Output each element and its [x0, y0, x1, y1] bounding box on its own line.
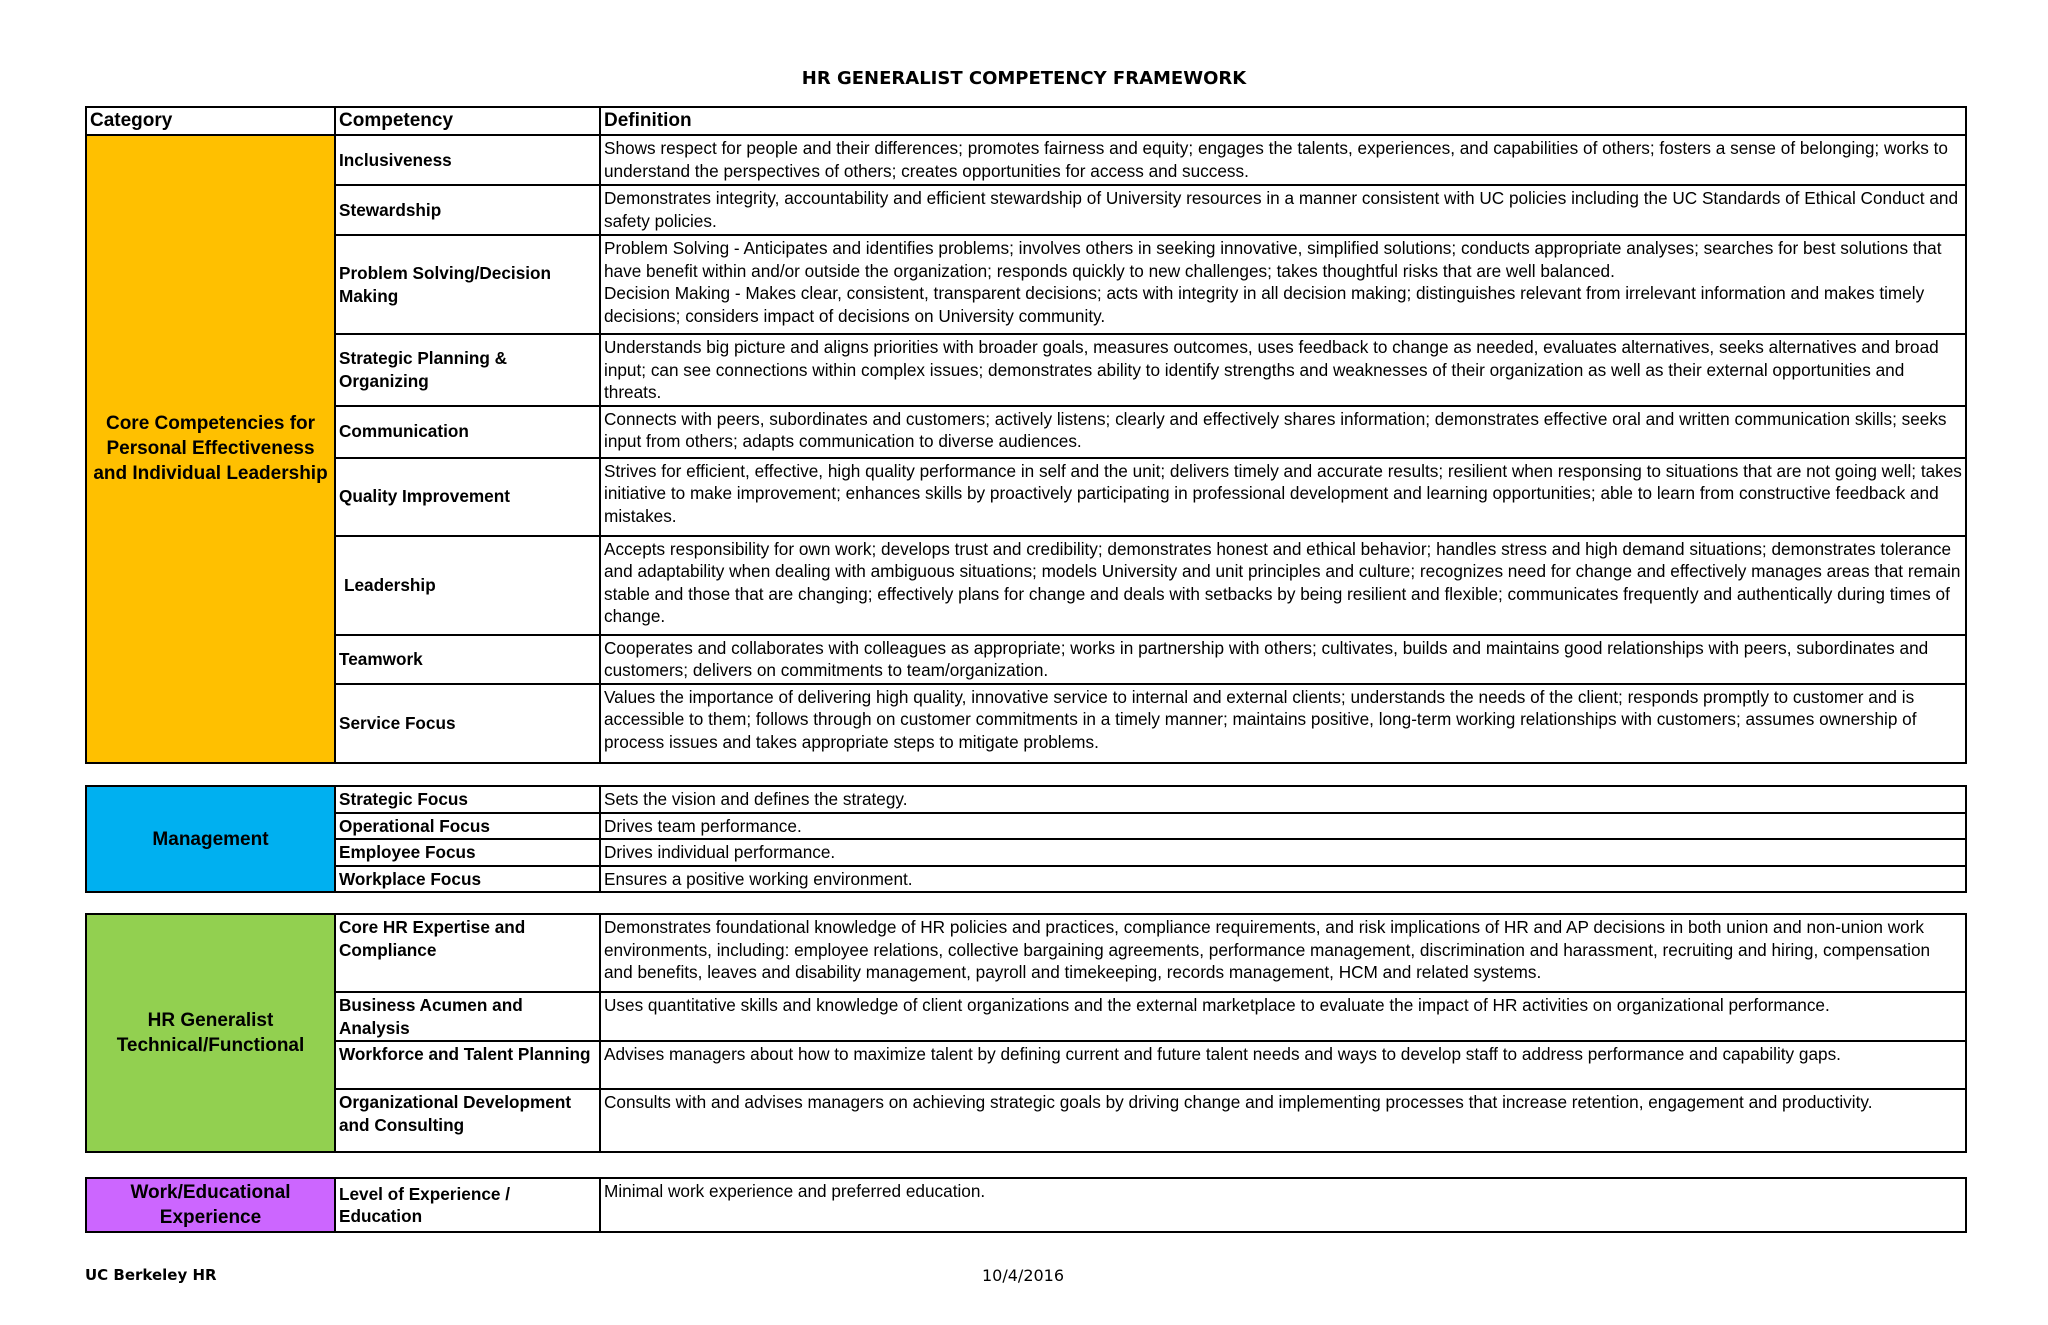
category-cell-management: Management — [86, 786, 335, 892]
table-row — [86, 914, 1966, 992]
competency-cell: Problem Solving/Decision Making — [335, 235, 600, 334]
competency-cell: Inclusiveness — [335, 135, 600, 185]
table-row — [86, 406, 1966, 458]
competency-cell: Quality Improvement — [335, 458, 600, 536]
competency-cell: Stewardship — [335, 185, 600, 235]
category-cell-technical: HR Generalist Technical/Functional — [86, 914, 335, 1152]
table-row — [86, 635, 1966, 684]
definition-cell: Uses quantitative skills and knowledge of client organizations and the external marketplace to evaluate the impact of HR activities on organizational performance. — [600, 992, 1966, 1041]
table-row — [86, 334, 1966, 406]
category-header: Category — [86, 107, 335, 135]
table-row — [86, 1178, 1966, 1232]
table-row — [86, 1089, 1966, 1152]
competency-cell: Level of Experience / Education — [335, 1178, 600, 1232]
definition-cell: Demonstrates integrity, accountability and efficient stewardship of University resources in a manner consistent with UC policies including the UC Standards of Ethical Conduct and safety policies. — [600, 185, 1966, 235]
competency-cell: Service Focus — [335, 684, 600, 763]
table-row — [86, 866, 1966, 893]
table-row — [86, 992, 1966, 1041]
core-competencies-table — [85, 106, 1967, 764]
category-cell-experience: Work/Educational Experience — [86, 1178, 335, 1232]
competency-cell: Core HR Expertise and Compliance — [335, 914, 600, 992]
footer-organization: UC Berkeley HR — [85, 1266, 217, 1284]
definition-cell: Values the importance of delivering high quality, innovative service to internal and external clients; understands the needs of the client; responds promptly to customer and is accessible to them; follows through on customer commitments in a timely manner; maintains positive, long-term working relationships with customers; assumes ownership of process issues and takes appropriate steps to mitigate problems. — [600, 684, 1966, 763]
competency-cell: Teamwork — [335, 635, 600, 684]
category-cell-core: Core Competencies for Personal Effectiveness and Individual Leadership — [86, 135, 335, 763]
competency-cell: Business Acumen and Analysis — [335, 992, 600, 1041]
technical-functional-table — [85, 913, 1967, 1153]
definition-cell: Accepts responsibility for own work; develops trust and credibility; demonstrates honest and ethical behavior; handles stress and high demand situations; demonstrates tolerance and adaptability when dealing with ambiguous situations; models University and unit principles and culture; recognizes need for change and effectively manages areas that remain stable and those that are changing; effectively plans for change and deals with setbacks by being resilient and flexible; communicates frequently and authentically during times of change. — [600, 536, 1966, 635]
definition-cell — [600, 235, 1966, 334]
definition-problem-solving: Problem Solving - Anticipates and identifies problems; involves others in seeking innovative, simplified solutions; conducts appropriate analyses; searches for best solutions that have benefit within and/or outside the organization; responds quickly to new challenges; takes thoughtful risks that are well balanced. — [604, 238, 1942, 281]
competency-cell: Organizational Development and Consulting — [335, 1089, 600, 1152]
table-row — [86, 813, 1966, 840]
definition-cell: Ensures a positive working environment. — [600, 866, 1966, 893]
table-row — [86, 135, 1966, 185]
definition-cell: Understands big picture and aligns priorities with broader goals, measures outcomes, uses feedback to change as needed, evaluates alternatives, seeks alternatives and broad input; can see connections within complex issues; demonstrates ability to identify strengths and weaknesses of their organization as well as their external opportunities and threats. — [600, 334, 1966, 406]
page-title: HR GENERALIST COMPETENCY FRAMEWORK — [801, 68, 1247, 89]
table-row — [86, 684, 1966, 763]
competency-cell: Workforce and Talent Planning — [335, 1041, 600, 1089]
competency-cell: Operational Focus — [335, 813, 600, 840]
header-row — [86, 107, 1966, 135]
definition-cell: Connects with peers, subordinates and customers; actively listens; clearly and effectively shares information; demonstrates effective oral and written communication skills; seeks input from others; adapts communication to diverse audiences. — [600, 406, 1966, 458]
definition-decision-making: Decision Making - Makes clear, consistent, transparent decisions; acts with integrity in all decision making; distinguishes relevant from irrelevant information and makes timely decisions; considers impact of decisions on University community. — [604, 283, 1925, 326]
footer-date: 10/4/2016 — [982, 1266, 1065, 1285]
definition-cell: Strives for efficient, effective, high quality performance in self and the unit; delivers timely and accurate results; resilient when responsing to situations that are not going well; takes initiative to make improvement; enhances skills by proactively participating in professional development and learning opportunities; able to learn from constructive feedback and mistakes. — [600, 458, 1966, 536]
competency-cell: Communication — [335, 406, 600, 458]
competency-cell: Workplace Focus — [335, 866, 600, 893]
competency-cell: Strategic Focus — [335, 786, 600, 813]
definition-cell: Cooperates and collaborates with colleagues as appropriate; works in partnership with others; cultivates, builds and maintains good relationships with peers, subordinates and customers; delivers on commitments to team/organization. — [600, 635, 1966, 684]
definition-cell: Demonstrates foundational knowledge of HR policies and practices, compliance requirements, and risk implications of HR and AP decisions in both union and non-union work environments, including: employee relations, collective bargaining agreements, performance management, discrimination and harassment, recruiting and hiring, compensation and benefits, leaves and disability management, payroll and timekeeping, records management, HCM and related systems. — [600, 914, 1966, 992]
competency-header: Competency — [335, 107, 600, 135]
competency-cell: Strategic Planning & Organizing — [335, 334, 600, 406]
table-row — [86, 185, 1966, 235]
definition-header: Definition — [600, 107, 1966, 135]
table-row — [86, 1041, 1966, 1089]
table-row — [86, 235, 1966, 334]
table-row — [86, 786, 1966, 813]
table-row — [86, 536, 1966, 635]
definition-cell: Advises managers about how to maximize talent by defining current and future talent needs and ways to develop staff to address performance and capability gaps. — [600, 1041, 1966, 1089]
competency-cell: Employee Focus — [335, 839, 600, 866]
competency-cell: Leadership — [335, 536, 600, 635]
experience-table — [85, 1177, 1967, 1233]
definition-cell: Drives team performance. — [600, 813, 1966, 840]
table-row — [86, 839, 1966, 866]
definition-cell: Drives individual performance. — [600, 839, 1966, 866]
management-table — [85, 785, 1967, 893]
definition-cell: Sets the vision and defines the strategy. — [600, 786, 1966, 813]
definition-cell: Shows respect for people and their differences; promotes fairness and equity; engages the talents, experiences, and capabilities of others; fosters a sense of belonging; works to understand the perspectives of others; creates opportunities for access and success. — [600, 135, 1966, 185]
definition-cell: Minimal work experience and preferred education. — [600, 1178, 1966, 1232]
definition-cell: Consults with and advises managers on achieving strategic goals by driving change and implementing processes that increase retention, engagement and productivity. — [600, 1089, 1966, 1152]
table-row — [86, 458, 1966, 536]
